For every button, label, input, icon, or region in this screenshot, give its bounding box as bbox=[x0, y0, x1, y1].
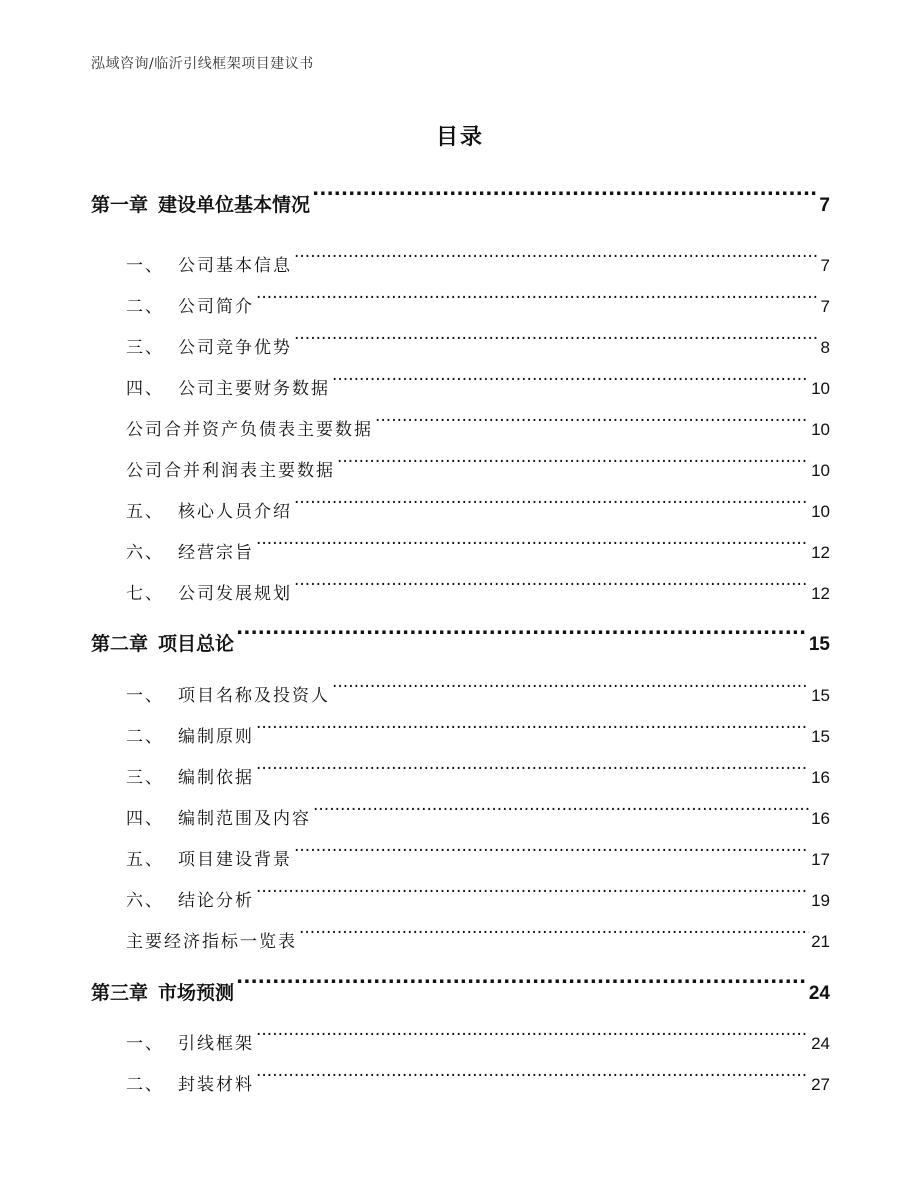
toc-entry-label: 公司简介 bbox=[178, 297, 254, 317]
toc-chapter-2[interactable] bbox=[91, 620, 830, 655]
toc-entry-label: 编制依据 bbox=[178, 768, 254, 788]
toc-entry-page: 15 bbox=[811, 686, 830, 705]
toc-entry-label: 建设单位基本情况 bbox=[158, 194, 311, 216]
dot-leader bbox=[337, 450, 809, 476]
dot-leader bbox=[256, 286, 819, 312]
toc-title: 目录 bbox=[435, 125, 484, 150]
dot-leader bbox=[312, 181, 817, 211]
toc-entry-page: 27 bbox=[811, 1075, 830, 1094]
toc-entry-number: 一、 bbox=[126, 256, 164, 276]
toc-section[interactable] bbox=[91, 675, 830, 706]
toc-entry-number: 七、 bbox=[126, 584, 164, 604]
toc-subsection[interactable] bbox=[91, 921, 830, 952]
dot-leader bbox=[294, 327, 819, 353]
toc-entry-page: 12 bbox=[811, 543, 830, 562]
toc-entry-page: 10 bbox=[811, 502, 830, 521]
toc-entry-page: 17 bbox=[811, 850, 830, 869]
dot-leader bbox=[236, 620, 807, 650]
toc-entry-page: 10 bbox=[811, 379, 830, 398]
dot-leader bbox=[256, 1023, 809, 1049]
dot-leader bbox=[332, 368, 809, 394]
toc-entry-label: 结论分析 bbox=[178, 891, 254, 911]
header-divider bbox=[91, 79, 829, 80]
toc-entry-label: 编制原则 bbox=[178, 727, 254, 747]
toc-section[interactable] bbox=[91, 1023, 830, 1054]
toc-section[interactable] bbox=[91, 368, 830, 399]
toc-entry-label: 封装材料 bbox=[178, 1075, 254, 1095]
toc-entry-number: 二、 bbox=[126, 297, 164, 317]
toc-entry-number: 第三章 bbox=[91, 982, 149, 1004]
toc-entry-page: 15 bbox=[811, 727, 830, 746]
toc-section[interactable] bbox=[91, 491, 830, 522]
toc-entry-page: 24 bbox=[811, 1034, 830, 1053]
toc-entry-label: 项目名称及投资人 bbox=[178, 686, 330, 706]
toc-entry-number: 五、 bbox=[126, 502, 164, 522]
dot-leader bbox=[313, 798, 809, 824]
toc-entry-page: 7 bbox=[820, 256, 830, 275]
toc-subsection[interactable] bbox=[91, 450, 830, 481]
dot-leader bbox=[294, 573, 809, 599]
toc-entry-label: 主要经济指标一览表 bbox=[126, 932, 297, 952]
toc-entry-number: 第二章 bbox=[91, 633, 149, 655]
toc-entry-label: 核心人员介绍 bbox=[178, 502, 292, 522]
toc-entry-number: 二、 bbox=[126, 1075, 164, 1095]
toc-section[interactable] bbox=[91, 286, 830, 317]
toc-section[interactable] bbox=[91, 532, 830, 563]
toc-entry-number: 二、 bbox=[126, 727, 164, 747]
toc-section[interactable] bbox=[91, 245, 830, 276]
dot-leader bbox=[236, 969, 807, 999]
toc-entry-page: 19 bbox=[811, 891, 830, 910]
toc-entry-number: 一、 bbox=[126, 686, 164, 706]
toc-section[interactable] bbox=[91, 1064, 830, 1095]
dot-leader bbox=[332, 675, 809, 701]
toc-entry-label: 项目总论 bbox=[158, 633, 235, 655]
toc-subsection[interactable] bbox=[91, 409, 830, 440]
toc-entry-number: 一、 bbox=[126, 1034, 164, 1054]
toc-entry-label: 公司竞争优势 bbox=[178, 338, 292, 358]
toc-section[interactable] bbox=[91, 757, 830, 788]
dot-leader bbox=[375, 409, 809, 435]
toc-entry-number: 六、 bbox=[126, 891, 164, 911]
toc-entry-number: 五、 bbox=[126, 850, 164, 870]
dot-leader bbox=[299, 921, 809, 947]
dot-leader bbox=[294, 839, 809, 865]
toc-section[interactable] bbox=[91, 327, 830, 358]
toc-entry-label: 引线框架 bbox=[178, 1034, 254, 1054]
toc-entry-label: 市场预测 bbox=[158, 982, 235, 1004]
toc-entry-page: 7 bbox=[820, 297, 830, 316]
toc-entry-page: 21 bbox=[811, 932, 830, 951]
dot-leader bbox=[256, 716, 809, 742]
toc-entry-page: 16 bbox=[811, 809, 830, 828]
toc-section[interactable] bbox=[91, 798, 830, 829]
dot-leader bbox=[256, 757, 809, 783]
toc-section[interactable] bbox=[91, 839, 830, 870]
toc-section[interactable] bbox=[91, 880, 830, 911]
toc-entry-page: 15 bbox=[808, 634, 830, 655]
toc-entry-label: 公司发展规划 bbox=[178, 584, 292, 604]
dot-leader bbox=[256, 532, 809, 558]
toc-chapter-3[interactable] bbox=[91, 969, 830, 1004]
toc-entry-page: 12 bbox=[811, 584, 830, 603]
toc-entry-number: 三、 bbox=[126, 338, 164, 358]
dot-leader bbox=[294, 245, 819, 271]
toc-entry-page: 24 bbox=[808, 983, 830, 1004]
toc-entry-page: 7 bbox=[819, 195, 830, 216]
dot-leader bbox=[256, 1064, 809, 1090]
toc-entry-number: 三、 bbox=[126, 768, 164, 788]
toc-entry-label: 公司主要财务数据 bbox=[178, 379, 330, 399]
toc-entry-label: 编制范围及内容 bbox=[178, 809, 311, 829]
toc-entry-page: 10 bbox=[811, 420, 830, 439]
toc-entry-number: 第一章 bbox=[91, 194, 149, 216]
dot-leader bbox=[294, 491, 809, 517]
dot-leader bbox=[256, 880, 809, 906]
toc-chapter-1[interactable] bbox=[91, 181, 830, 216]
toc-entry-number: 六、 bbox=[126, 543, 164, 563]
toc-entry-page: 8 bbox=[820, 338, 830, 357]
toc-entry-label: 公司合并利润表主要数据 bbox=[126, 461, 335, 481]
toc-section[interactable] bbox=[91, 716, 830, 747]
toc-entry-page: 10 bbox=[811, 461, 830, 480]
toc-entry-label: 经营宗旨 bbox=[178, 543, 254, 563]
toc-entry-label: 公司基本信息 bbox=[178, 256, 292, 276]
toc-entry-number: 四、 bbox=[126, 809, 164, 829]
toc-entry-label: 公司合并资产负债表主要数据 bbox=[126, 420, 373, 440]
toc-entry-label: 项目建设背景 bbox=[178, 850, 292, 870]
toc-section[interactable] bbox=[91, 573, 830, 604]
toc-entry-number: 四、 bbox=[126, 379, 164, 399]
running-header: 泓域咨询/临沂引线框架项目建议书 bbox=[91, 56, 314, 72]
toc-entry-page: 16 bbox=[811, 768, 830, 787]
